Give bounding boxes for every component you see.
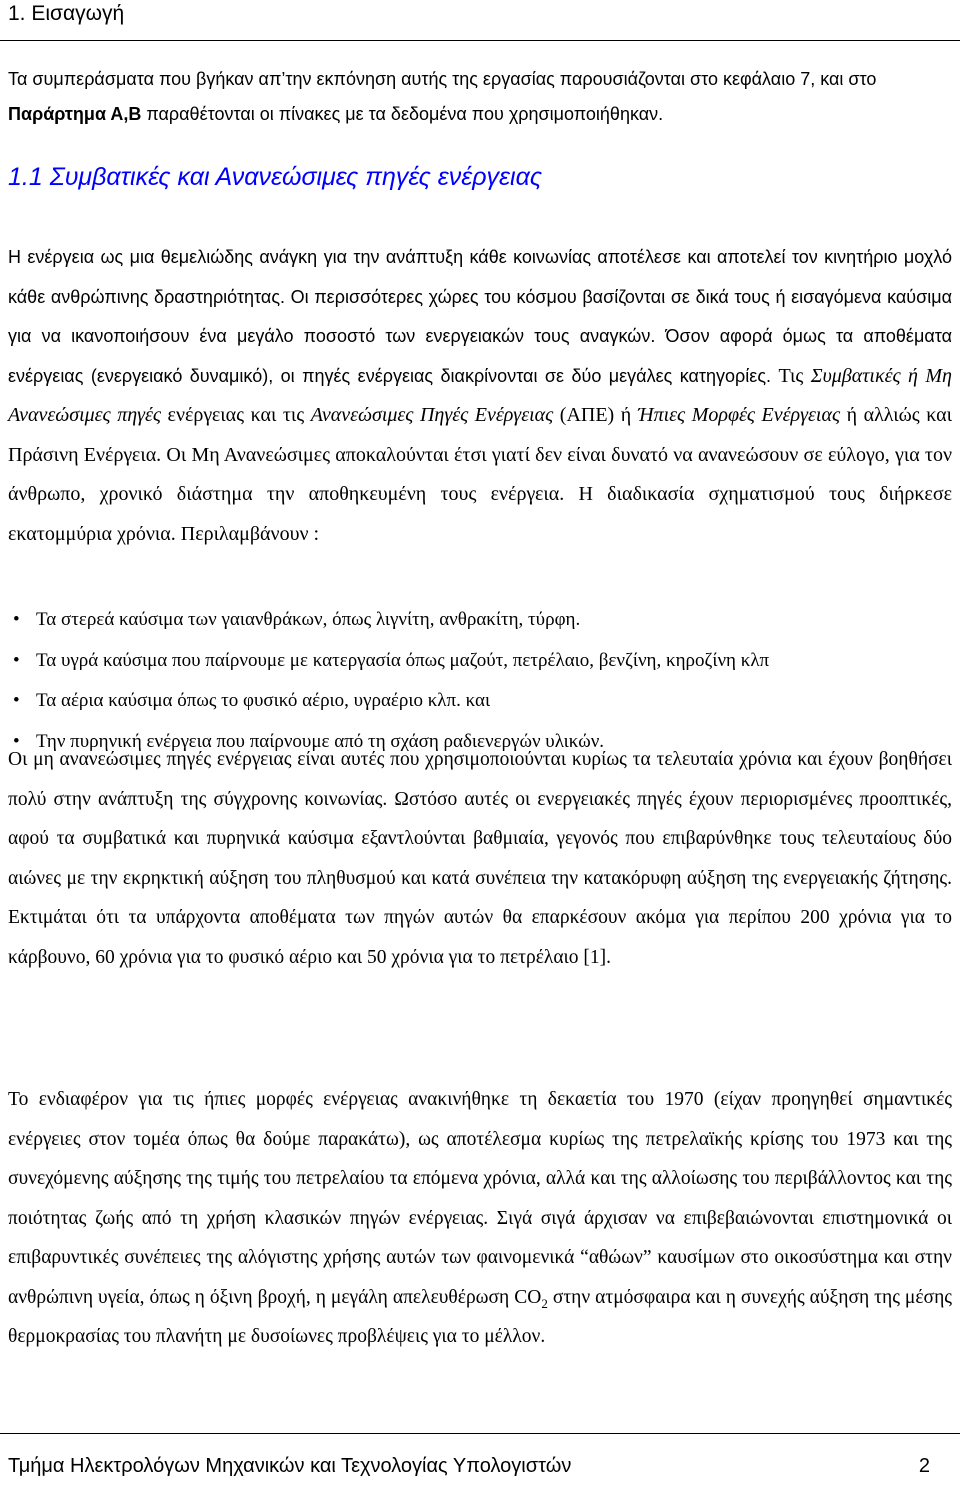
body-text: Περιλαμβάνουν : bbox=[175, 522, 320, 545]
non-renewables-paragraph: Οι μη ανανεώσιμες πηγές ενέργειας είναι αυτές που χρησιμοποιούνται κυρίως τα τελευταία χρόνια και έχουν βοηθήσει πολύ στην ανάπτυξη της σύγχρονης κοινωνίας. Ωστόσο αυτές οι ενεργειακές πηγές έχουν περιορισμένες προοπτικές, αφού τα συμβατικά και πυρηνικά καύσιμα εξαντλούνται βαθμιαία, γεγονός που επιβαρύνθηκε τους τελευταίους δύο αιώνες με την εκρηκτική αύξηση του πληθυσμού και κατά συνέπεια την κατακόρυφη αύξηση της ενεργειακής ζήτησης. Εκτιμάται ότι τα υπάρχοντα αποθέματα των πηγών αυτών θα επαρκέσουν ακόμα για περίπου 200 χρόνια για το κάρβουνο, 60 χρόνια για το φυσικό αέριο και 50 χρόνια για το πετρέλαιο [1]. bbox=[8, 749, 952, 968]
body-serif-part bbox=[8, 365, 952, 545]
body-text: ή αλλιώς και Πράσινη Ενέργεια. bbox=[8, 404, 952, 466]
footer-divider bbox=[0, 1433, 960, 1434]
fuel-types-list bbox=[8, 600, 952, 762]
list-item: • Τα στερεά καύσιμα των γαιανθράκων, όπως λιγνίτη, ανθρακίτη, τύρφη. bbox=[8, 600, 952, 641]
paragraph-text: Το ενδιαφέρον για τις ήπιες μορφές ενέργειας ανακινήθηκε τη δεκαετία του 1970 (είχαν προηγηθεί σημαντικές ενέργειες στον τομέα όπως θα δούμε παρακάτω), ως αποτέλεσμα κυρίως της πετρελαϊκής κρίσης του 1973 και της συνεχόμενης αύξησης της τιμής του πετρελαίου τα επόμενα χρόνια, αλλά και της αλλοίωσης του περιβάλλοντος και της ποιότητας ζωής από τη χρήση κλασικών πηγών ενέργειας. Σιγά σιγά άρχισαν να επιβεβαιώνονται επιστημονικά οι επιβαρυντικές συνέπειες της αλόγιστης χρήσης αυτών των φαινομενικά “αθώων” καυσίμων στο οικοσύστημα και στην ανθρώπινη υγεία, όπως η όξινη βροχή, η μεγάλη απελευθέρωση CO bbox=[8, 1089, 952, 1308]
mild-energy-paragraph bbox=[8, 1080, 952, 1357]
body-text: ενέργειας και τις bbox=[161, 404, 311, 426]
body-text: Τις bbox=[778, 364, 811, 387]
header-divider bbox=[0, 40, 960, 41]
body-paragraph bbox=[8, 238, 952, 554]
body-sentence-1: Η ενέργεια ως μια θεμελιώδης ανάγκη για την ανάπτυξη κάθε κοινωνίας αποτέλεσε και αποτελεί τον κινητήριο μοχλό κάθε ανθρώπινης δραστηριότητας. Οι περισσότερες χώρες του κόσμου βασίζονται σε δικά τους ή εισαγόμενα καύσιμα για να ικανοποιήσουν ένα μεγάλο ποσοστό των ενεργειακών τους αναγκών. Όσον αφορά όμως τα αποθέματα ενέργειας (ενεργειακό δυναμικό), οι πηγές ενέργειας διακρίνονται σε δύο μεγάλες κατηγορίες. bbox=[8, 247, 952, 386]
term-conventional-sources: Συμβατικές ή Μη Ανανεώσιμες πηγές bbox=[8, 364, 952, 426]
list-item: • Τα αέρια καύσιμα όπως το φυσικό αέριο, υγραέριο κλπ. και bbox=[8, 681, 952, 722]
body-text: (ΑΠΕ) ή bbox=[553, 404, 638, 426]
intro-text-2: παραθέτονται οι πίνακες με τα δεδομένα που χρησιμοποιήθηκαν. bbox=[141, 104, 664, 124]
page-number: 2 bbox=[918, 1455, 930, 1477]
appendix-reference: Παράρτημα Α,Β bbox=[8, 104, 142, 124]
list-item: • Τα υγρά καύσιμα που παίρνουμε με κατεργασία όπως μαζούτ, πετρέλαιο, βενζίνη, κηροζίνη κλπ bbox=[8, 641, 952, 682]
term-renewable-sources: Ανανεώσιμες Πηγές Ενέργειας bbox=[310, 404, 554, 426]
intro-paragraph bbox=[8, 62, 952, 132]
section-title: 1.1 Συμβατικές και Ανανεώσιμες πηγές ενέργειας bbox=[8, 163, 542, 191]
intro-text-1: Τα συμπεράσματα που βγήκαν απ’την εκπόνηση αυτής της εργασίας παρουσιάζονται στο κεφάλαιο 7, και στο bbox=[8, 69, 877, 89]
list-item: • Την πυρηνική ενέργεια που παίρνουμε από τη σχάση ραδιενεργών υλικών. bbox=[8, 722, 952, 763]
subscript: 2 bbox=[541, 1295, 548, 1311]
body-text: Οι Μη Ανανεώσιμες αποκαλούνται έτσι γιατί δεν είναι δυνατό να ανανεώσουν σε εύλογο, για τον άνθρωπο, χρονικό διάστημα την αποθηκευμένη τους ενέργεια. Η διαδικασία σχηματισμού τους διήρκεσε εκατομμύρια χρόνια. bbox=[8, 443, 952, 545]
term-mild-energy-forms: Ήπιες Μορφές Ενέργειας bbox=[637, 404, 841, 426]
paragraph-text: στην ατμόσφαιρα και η συνεχής αύξηση της μέσης θερμοκρασίας του πλανήτη με δυσοίωνες προβλέψεις για το μέλλον. bbox=[8, 1286, 952, 1347]
footer-department: Τμήμα Ηλεκτρολόγων Μηχανικών και Τεχνολογίας Υπολογιστών bbox=[8, 1455, 572, 1477]
chapter-header: 1. Εισαγωγή bbox=[8, 2, 125, 25]
